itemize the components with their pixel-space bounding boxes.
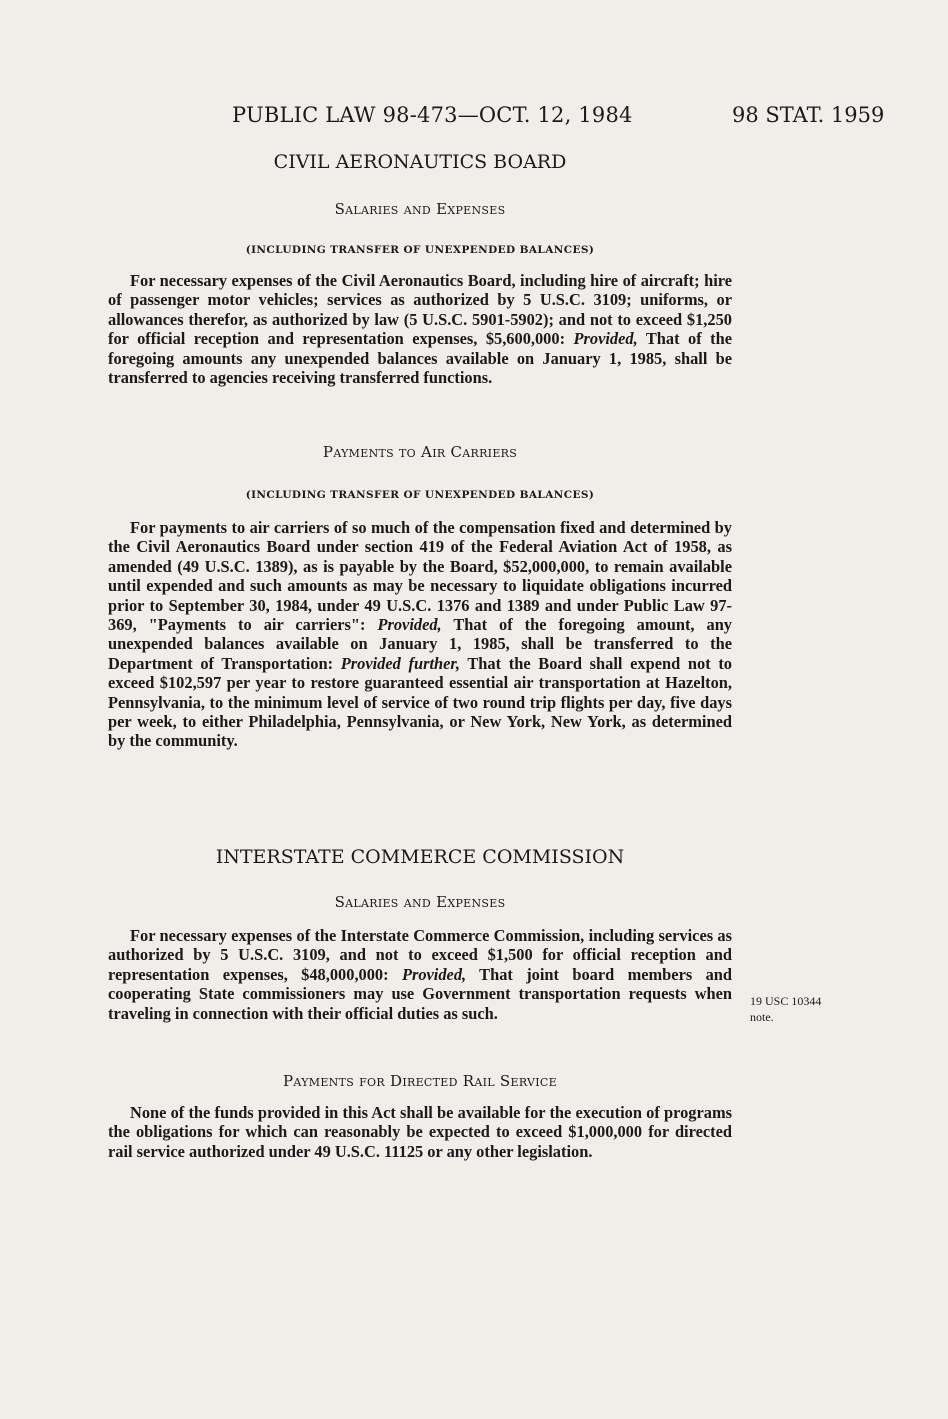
- text-segment: That the Board shall expend not to exceed $102,597 per year to restore guaranteed essential air transportation at Hazelton, Pennsylvania, to the minimum level of service of two round trip flights per day, five days per week, to either Philadelphia, Pennsylvania, or New York, New York, as determined by the community.: [108, 653, 732, 751]
- text-segment: For payments to air carriers of so much of the compensation fixed and determined by the Civil Aeronautics Board under section 419 of the Federal Aviation Act of 1958, as amended (49 U.S.C. 1389), as is payable by the Board, $52,000,000, to remain available until expended and such amounts as may be necessary to liquidate obligations incurred prior to September 30, 1984, under 49 U.S.C. 1376 and 1389 and under Public Law 97-369, "Payments to air carriers":: [108, 518, 732, 635]
- running-header-law: PUBLIC LAW 98-473—OCT. 12, 1984: [232, 103, 633, 127]
- paragraph-icc-salaries: [108, 926, 732, 1023]
- agency-title-icc: INTERSTATE COMMERCE COMMISSION: [215, 846, 625, 868]
- section-heading-icc-rail: Payments for Directed Rail Service: [283, 1072, 557, 1090]
- running-header-stat: 98 STAT. 1959: [732, 103, 885, 127]
- margin-note-line1: 19 USC 10344: [750, 994, 822, 1008]
- section-heading-icc-salaries: Salaries and Expenses: [334, 893, 506, 911]
- text-segment: That of the foregoing amount, any unexpended balances available on January 1, 1985, shall be transferred to the Department of Transportation:: [108, 615, 733, 673]
- paragraph-icc-rail: None of the funds provided in this Act shall be available for the execution of programs the obligations for which can reasonably be expected to exceed $1,000,000 for directed rail service authorized under 49 U.S.C. 11125 or any other legislation.: [108, 1103, 732, 1161]
- margin-note-line2: note.: [750, 1010, 774, 1024]
- text-segment: That of the foregoing amounts any unexpended balances available on January 1, 1985, shall be transferred to agencies receiving transferred functions.: [108, 329, 733, 388]
- margin-note: [750, 993, 821, 1025]
- section-heading-cab-salaries: Salaries and Expenses: [334, 200, 506, 218]
- provided-italic: Provided,: [377, 615, 442, 635]
- agency-title-cab: CIVIL AERONAUTICS BOARD: [273, 151, 567, 173]
- text-segment: For necessary expenses of the Interstate Commerce Commission, including services as authorized by 5 U.S.C. 3109, and not to exceed $1,500 for official reception and representation expenses, $48,000,000:: [108, 926, 732, 984]
- provided-italic: Provided,: [573, 329, 638, 349]
- section-heading-cab-payments: Payments to Air Carriers: [322, 443, 518, 461]
- paragraph-cab-salaries: [108, 271, 732, 387]
- provided-italic: Provided,: [401, 964, 467, 984]
- provided-further-italic: Provided further,: [340, 653, 460, 673]
- subheading-cab-salaries: (INCLUDING TRANSFER OF UNEXPENDED BALANCES): [245, 244, 595, 256]
- text-segment: For necessary expenses of the Civil Aeronautics Board, including hire of aircraft; hire of passenger motor vehicles; services as authorized by 5 U.S.C. 3109; uniforms, or allowances therefor, as authorized by law (5 U.S.C. 5901-5902); and not to exceed $1,250 for official reception and representation expenses, $5,600,000:: [108, 271, 732, 349]
- paragraph-cab-payments: [108, 518, 732, 751]
- subheading-cab-payments: (INCLUDING TRANSFER OF UNEXPENDED BALANCES): [245, 489, 595, 501]
- text-segment: That joint board members and cooperating State commissioners may use Government transportation requests when traveling in connection with their official duties as such.: [108, 964, 732, 1023]
